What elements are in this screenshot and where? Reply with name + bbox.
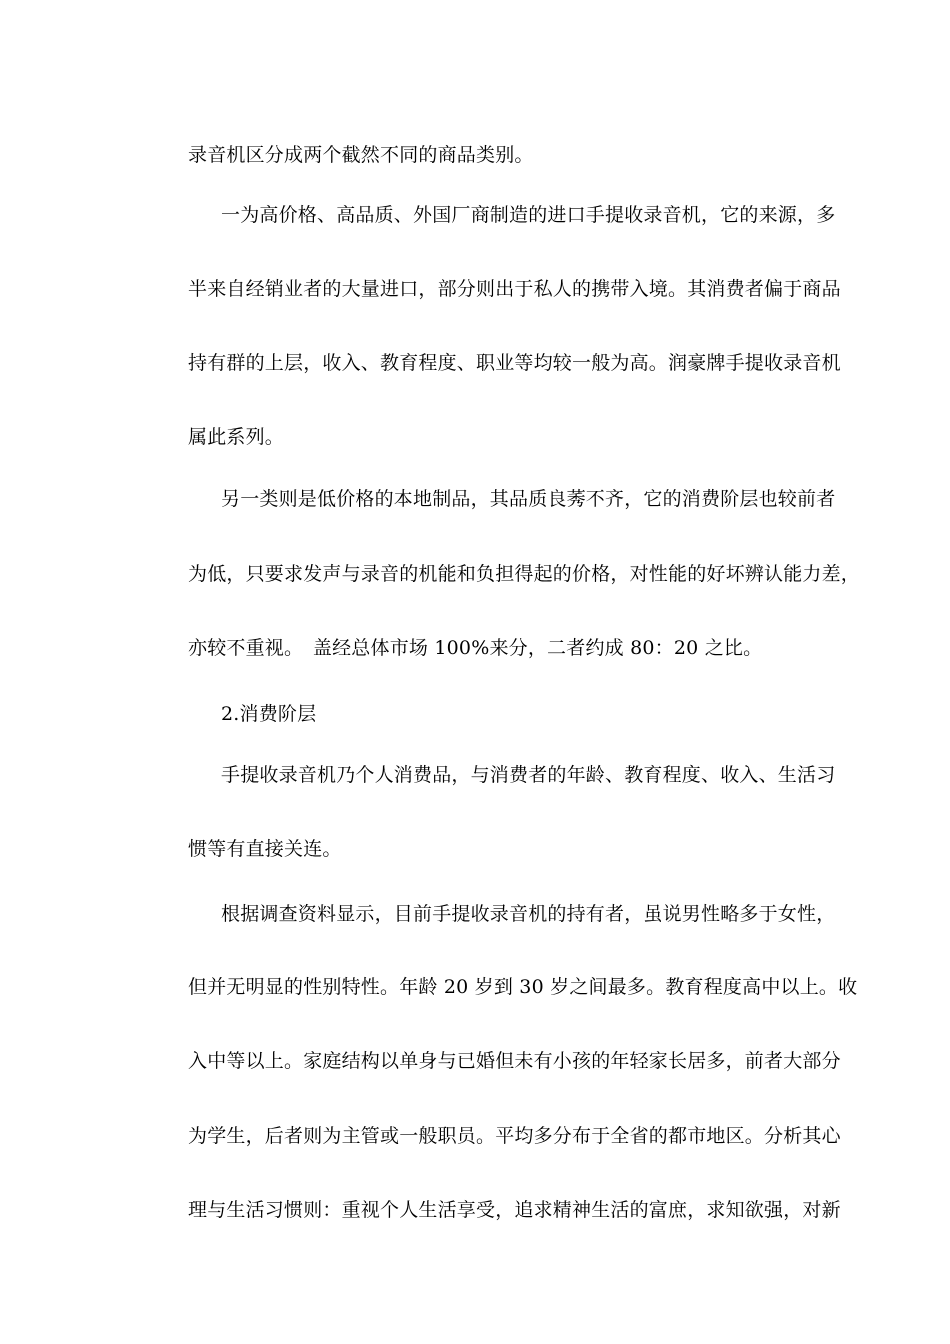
section-heading: 2.消费阶层 xyxy=(221,703,317,725)
text-line: 根据调查资料显示，目前手提收录音机的持有者，虽说男性略多于女性， xyxy=(221,903,836,925)
text-line: 亦较不重视。 盖经总体市场 100%来分，二者约成 80：20 之比。 xyxy=(188,637,763,659)
text-line: 一为高价格、高品质、外国厂商制造的进口手提收录音机，它的来源，多 xyxy=(221,204,836,226)
text-line: 入中等以上。家庭结构以单身与已婚但未有小孩的年轻家长居多，前者大部分 xyxy=(188,1050,841,1072)
text-line: 惯等有直接关连。 xyxy=(188,838,342,860)
text-line: 录音机区分成两个截然不同的商品类别。 xyxy=(188,144,534,166)
text-line: 手提收录音机乃个人消费品，与消费者的年龄、教育程度、收入、生活习 xyxy=(221,764,836,786)
text-line: 另一类则是低价格的本地制品，其品质良莠不齐，它的消费阶层也较前者 xyxy=(221,488,836,510)
text-line: 理与生活习惯则：重视个人生活享受，追求精神生活的富庶，求知欲强，对新 xyxy=(188,1199,841,1221)
text-line: 但并无明显的性别特性。年龄 20 岁到 30 岁之间最多。教育程度高中以上。收 xyxy=(188,976,858,998)
text-line: 为低，只要求发声与录音的机能和负担得起的价格，对性能的好坏辨认能力差， xyxy=(188,563,861,585)
text-line: 持有群的上层，收入、教育程度、职业等均较一般为高。润豪牌手提收录音机 xyxy=(188,352,841,374)
text-line: 半来自经销业者的大量进口，部分则出于私人的携带入境。其消费者偏于商品 xyxy=(188,278,841,300)
text-line: 属此系列。 xyxy=(188,426,285,448)
text-line: 为学生，后者则为主管或一般职员。平均多分布于全省的都市地区。分析其心 xyxy=(188,1125,841,1147)
